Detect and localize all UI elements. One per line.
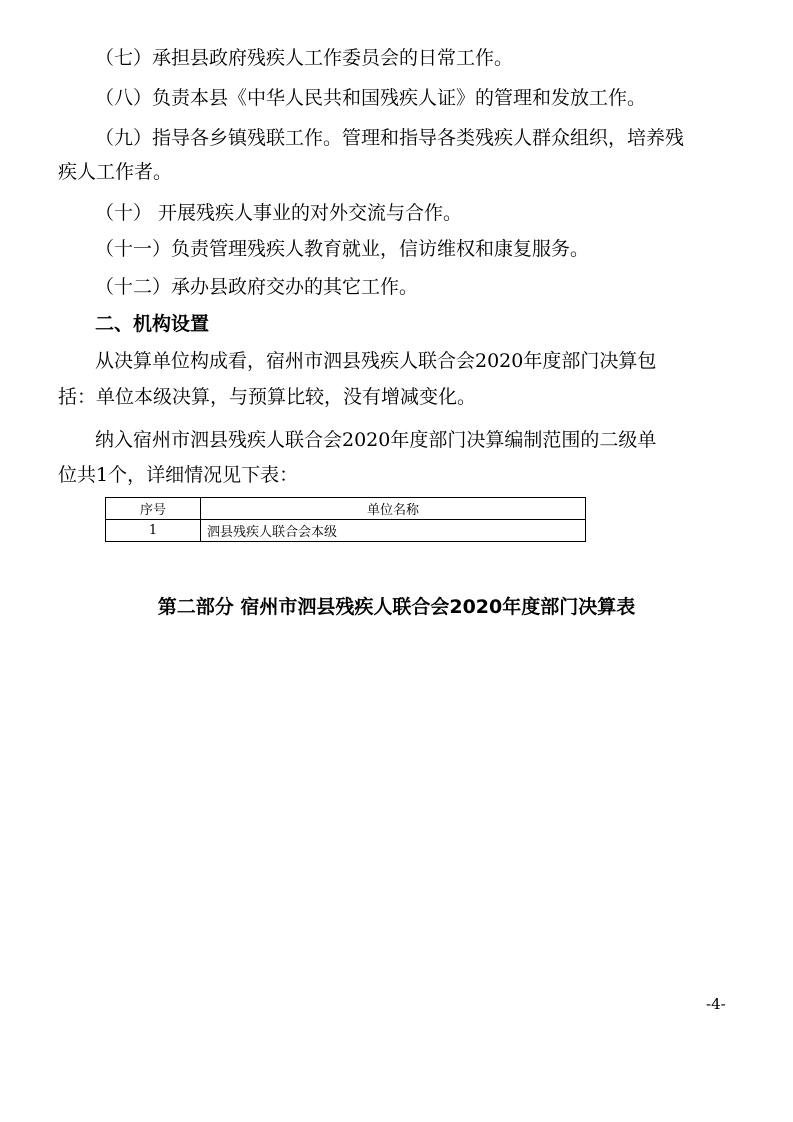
- part-title: 第二部分 宿州市泗县残疾人联合会2020年度部门决算表: [157, 596, 636, 618]
- units-table: [105, 497, 586, 542]
- table-row: [106, 520, 586, 542]
- section-heading: 二、机构设置: [95, 313, 210, 335]
- header-index: 序号: [106, 498, 201, 520]
- item-9-line-1: （九）指导各乡镇残联工作。管理和指导各类残疾人群众组织，培养残: [95, 127, 685, 149]
- page-number: -4-: [706, 995, 726, 1013]
- item-7: （七）承担县政府残疾人工作委员会的日常工作。: [95, 47, 514, 69]
- item-8: （八）负责本县《中华人民共和国残疾人证》的管理和发放工作。: [95, 87, 647, 109]
- item-11: （十一）负责管理残疾人教育就业，信访维权和康复服务。: [95, 238, 590, 260]
- cell-unit-name: 泗县残疾人联合会本级: [201, 520, 586, 542]
- body-p2-line-1: 纳入宿州市泗县残疾人联合会2020年度部门决算编制范围的二级单: [95, 429, 657, 451]
- body-p2-line-2: 位共1个，详细情况见下表：: [58, 464, 299, 486]
- header-unit-name: 单位名称: [201, 498, 586, 520]
- item-12: （十二）承办县政府交办的其它工作。: [95, 276, 419, 298]
- body-p1-line-2: 括：单位本级决算，与预算比较，没有增减变化。: [58, 386, 477, 408]
- item-9-line-2: 疾人工作者。: [58, 161, 173, 183]
- table-header-row: [106, 498, 586, 520]
- item-10: （十） 开展残疾人事业的对外交流与合作。: [95, 202, 463, 224]
- cell-index: 1: [106, 520, 201, 542]
- body-p1-line-1: 从决算单位构成看，宿州市泗县残疾人联合会2020年度部门决算包: [95, 350, 657, 372]
